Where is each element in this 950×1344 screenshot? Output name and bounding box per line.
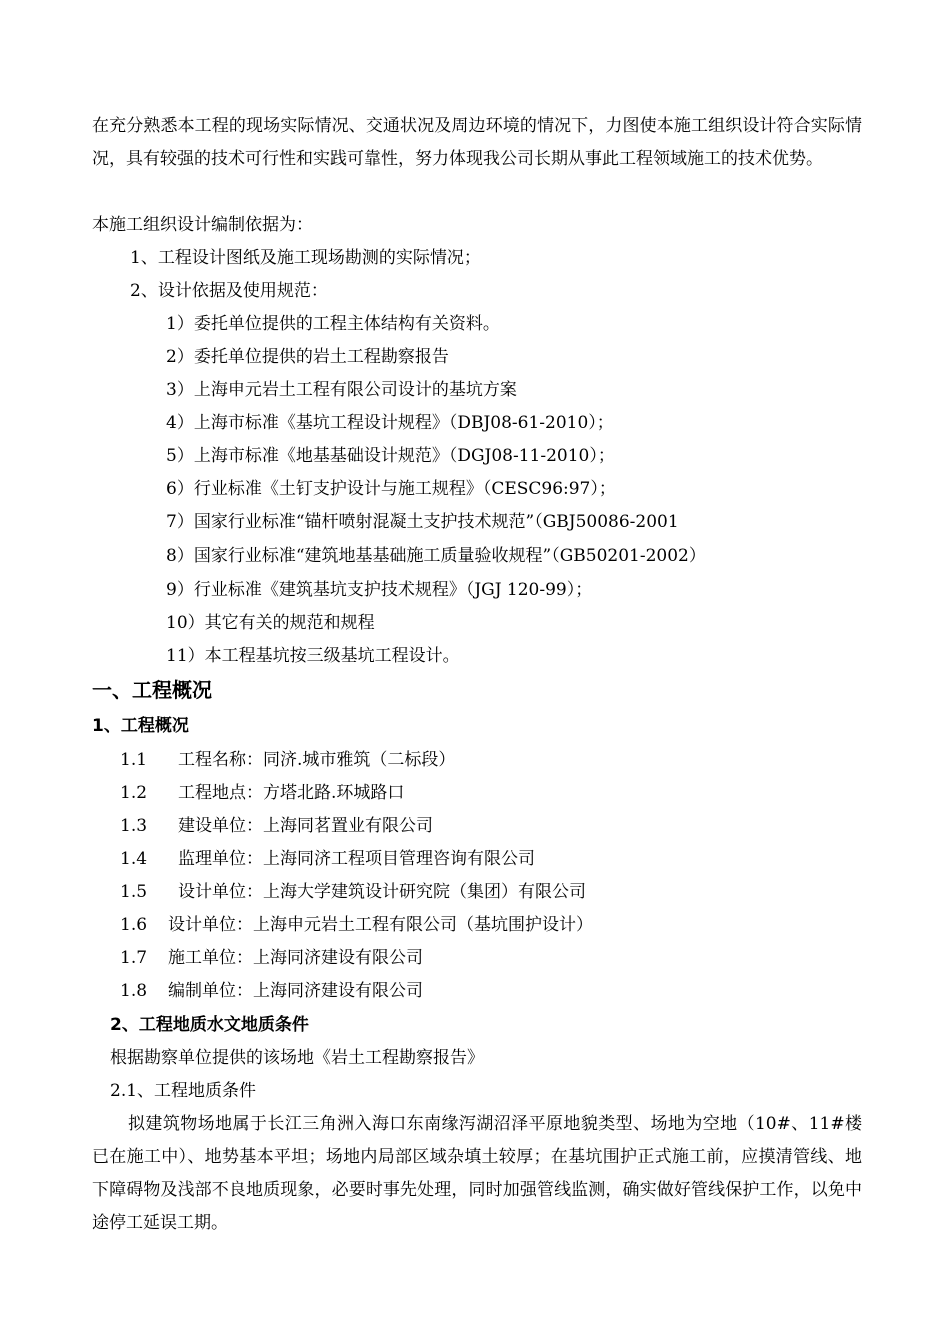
standard-item: 8）国家行业标准“建筑地基基础施工质量验收规程”（GB50201-2002） [166,546,706,566]
basis-item-2: 2、设计依据及使用规范： [130,281,328,301]
section-1-subtitle: 1、工程概况 [92,716,189,736]
basis-item-1: 1、工程设计图纸及施工现场勘测的实际情况； [130,248,481,268]
project-info-number: 1.2 [120,783,148,803]
section-2-intro: 根据勘察单位提供的该场地《岩土工程勘察报告》 [110,1048,484,1068]
standard-item: 10）其它有关的规范和规程 [166,613,375,633]
project-info-number: 1.5 [120,882,148,902]
project-info-row [120,749,455,771]
project-info-row [120,782,404,804]
section-2-subtitle: 2.1、工程地质条件 [110,1081,257,1101]
project-info-number: 1.6 [120,915,148,935]
standard-item: 7）国家行业标准“锚杆喷射混凝土支护技术规范”（GBJ50086-2001 [166,512,679,532]
project-info-row [120,980,423,1002]
project-info-text: 施工单位：上海同济建设有限公司 [168,948,423,968]
project-info-number: 1.8 [120,981,148,1001]
standard-item: 9）行业标准《建筑基坑支护技术规程》（JGJ 120-99）； [166,580,593,600]
project-info-text: 工程名称：同济.城市雅筑（二标段） [178,750,456,770]
project-info-row [120,914,593,936]
section-1-title: 一、工程概况 [92,678,212,702]
intro-paragraph: 在充分熟悉本工程的现场实际情况、交通状况及周边环境的情况下，力图使本施工组织设计符合实际情况，具有较强的技术可行性和实践可靠性，努力体现我公司长期从事此工程领域施工的技术优势。 [92,116,862,169]
project-info-text: 设计单位：上海大学建筑设计研究院（集团）有限公司 [178,882,586,902]
standard-item: 6）行业标准《土钉支护设计与施工规程》（CESC96:97）； [166,479,616,499]
project-info-text: 工程地点：方塔北路.环城路口 [178,783,405,803]
standard-item: 11）本工程基坑按三级基坑工程设计。 [166,646,460,666]
standard-item: 3）上海申元岩土工程有限公司设计的基坑方案 [166,380,517,400]
project-info-number: 1.1 [120,750,148,770]
project-info-number: 1.4 [120,849,148,869]
standard-item: 5）上海市标准《地基基础设计规范》（DGJ08-11-2010）； [166,446,615,466]
project-info-number: 1.7 [120,948,148,968]
project-info-text: 监理单位：上海同济工程项目管理咨询有限公司 [178,849,535,869]
project-info-row [120,881,586,903]
section-2-title: 2、工程地质水文地质条件 [110,1015,309,1035]
project-info-text: 编制单位：上海同济建设有限公司 [168,981,423,1001]
project-info-row [120,947,423,969]
project-info-text: 设计单位：上海申元岩土工程有限公司（基坑围护设计） [168,915,593,935]
project-info-row [120,815,433,837]
standard-item: 4）上海市标准《基坑工程设计规程》（DBJ08-61-2010）； [166,413,614,433]
project-info-number: 1.3 [120,816,148,836]
project-info-row [120,848,535,870]
standard-item: 1）委托单位提供的工程主体结构有关资料。 [166,314,500,334]
standard-item: 2）委托单位提供的岩土工程勘察报告 [166,347,449,367]
project-info-text: 建设单位：上海同茗置业有限公司 [178,816,433,836]
geology-paragraph: 拟建筑物场地属于长江三角洲入海口东南缘泻湖沼泽平原地貌类型、场地为空地（10#、11#楼已在施工中）、地势基本平坦；场地内局部区域杂填土较厚；在基坑围护正式施工前，应摸清管线、地下障碍物及浅部不良地质现象，必要时事先处理，同时加强管线监测，确实做好管线保护工作，以免中途停工延误工期。 [92,1114,862,1233]
basis-heading: 本施工组织设计编制依据为： [92,215,313,235]
